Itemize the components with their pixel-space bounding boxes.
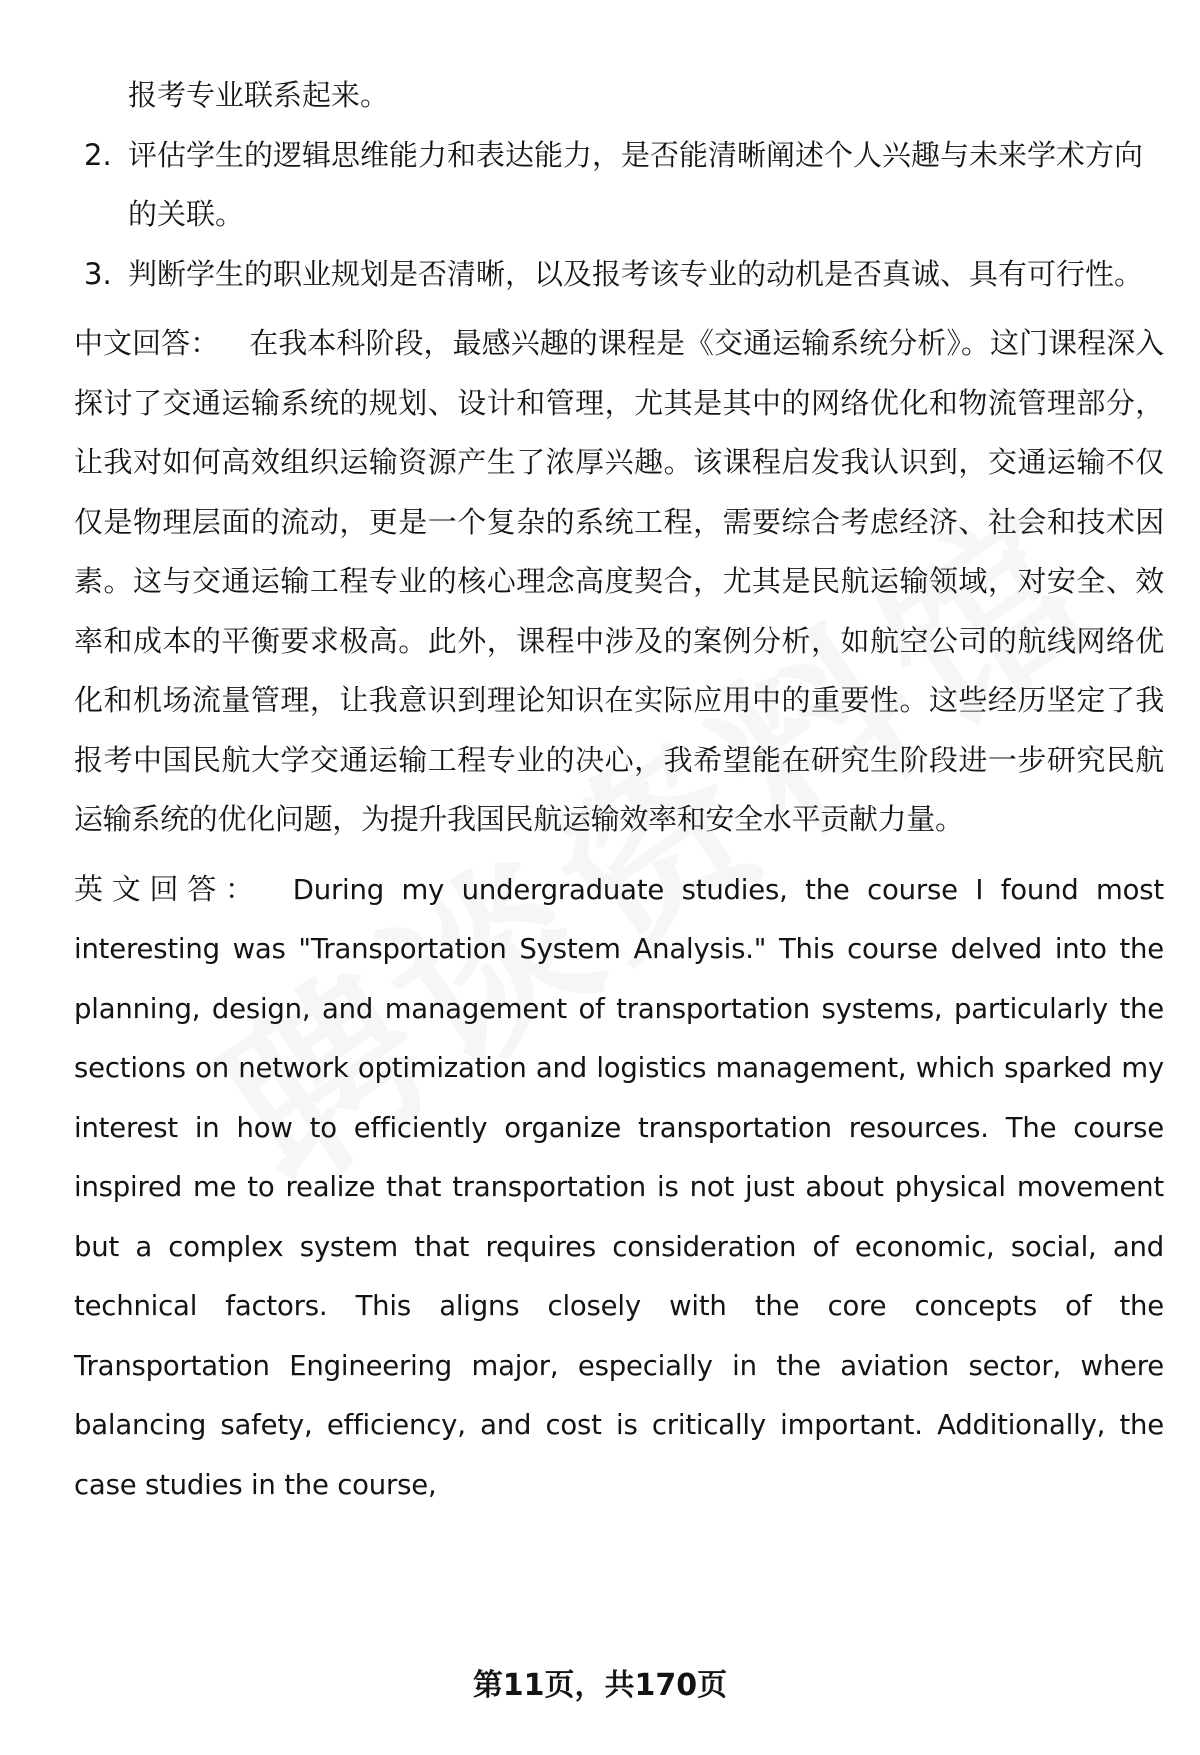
english-answer-text: During my undergraduate studies, the course I found most interesting was "Transportation System Analysis." This course delved into the planning, design, and management of transportation systems, particularly the sections on network optimization and logistics management, which sparked my interest in how to efficiently organize transportation resources. The course inspired me to realize that transportation is not just about physical movement but a complex system that requires consideration of economic, social, and technical factors. This aligns closely with the core concepts of the Transportation Engineering major, especially in the aviation sector, where balancing safety, efficiency, and cost is critically important. Additionally, the case studies in the course,: [74, 873, 1164, 1501]
list-item-text: 评估学生的逻辑思维能力和表达能力，是否能清晰阐述个人兴趣与未来学术方向的关联。: [128, 137, 1144, 231]
list-item-3: [74, 245, 1164, 305]
list-item-text: 判断学生的职业规划是否清晰，以及报考该专业的动机是否真诚、具有可行性。: [128, 256, 1144, 291]
list-number: 2.: [84, 137, 112, 172]
page-number-footer: 第11页，共170页: [472, 1668, 728, 1703]
english-answer-paragraph: [74, 860, 1164, 1516]
list-item-continuation: 报考专业联系起来。: [128, 78, 390, 112]
chinese-answer-text: 在我本科阶段，最感兴趣的课程是《交通运输系统分析》。这门课程深入探讨了交通运输系统的规划、设计和管理，尤其是其中的网络优化和物流管理部分，让我对如何高效组织运输资源产生了浓厚兴趣。该课程启发我认识到，交通运输不仅仅是物理层面的流动，更是一个复杂的系统工程，需要综合考虑经济、社会和技术因素。这与交通运输工程专业的核心理念高度契合，尤其是民航运输领域，对安全、效率和成本的平衡要求极高。此外，课程中涉及的案例分析，如航空公司的航线网络优化和机场流量管理，让我意识到理论知识在实际应用中的重要性。这些经历坚定了我报考中国民航大学交通运输工程专业的决心，我希望能在研究生阶段进一步研究民航运输系统的优化问题，为提升我国民航运输效率和安全水平贡献力量。: [74, 326, 1164, 836]
list-number: 3.: [84, 256, 112, 291]
chinese-answer-label: 中文回答：: [74, 326, 220, 360]
page-content: [74, 66, 1164, 1515]
chinese-answer-paragraph: [74, 314, 1164, 850]
english-answer-label: 英文回答：: [74, 871, 263, 906]
list-item-2: [74, 126, 1164, 245]
